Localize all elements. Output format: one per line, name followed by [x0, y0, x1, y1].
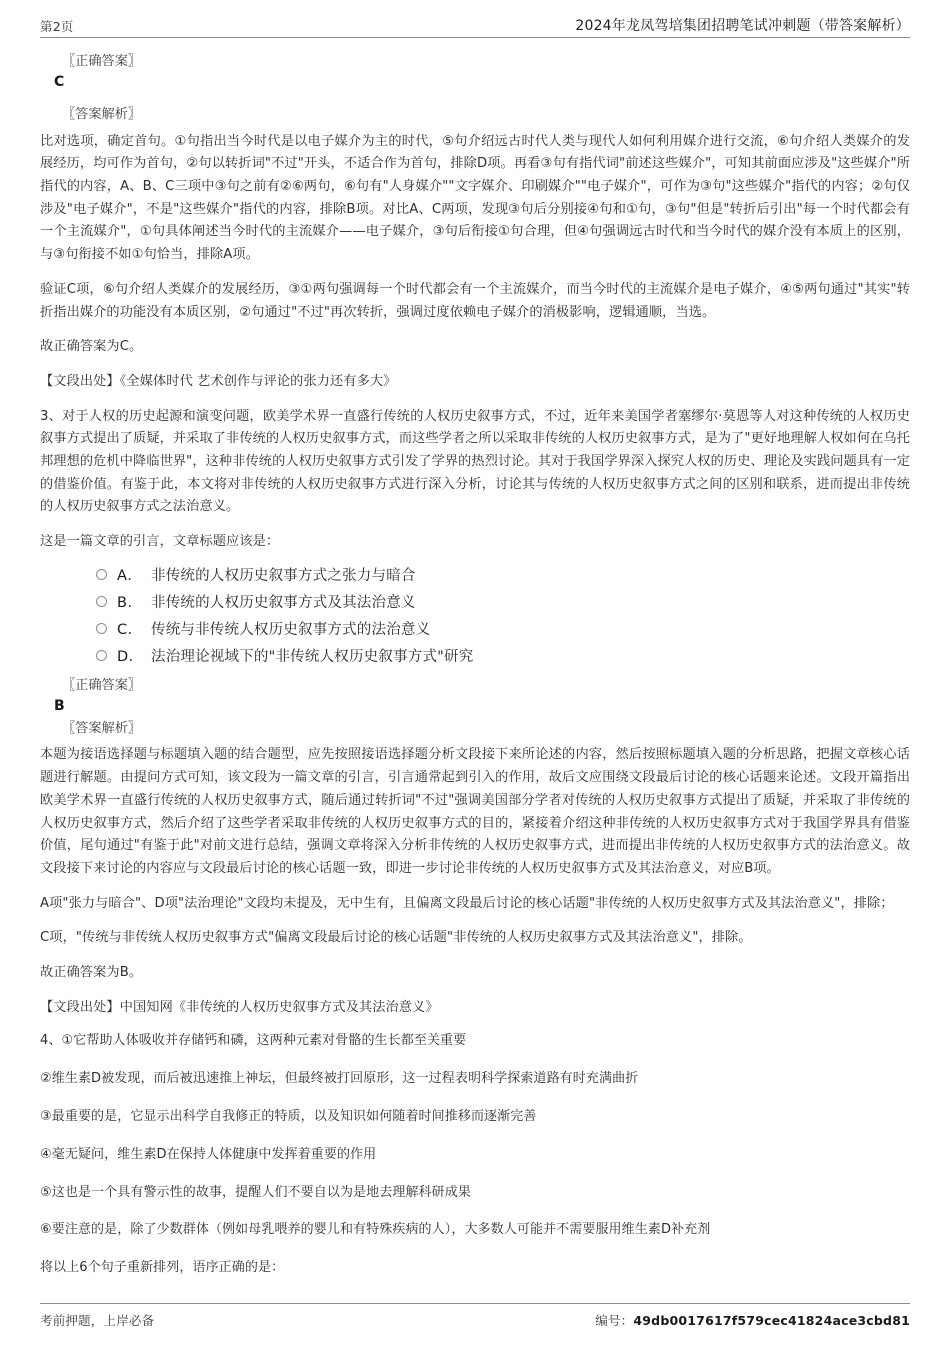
q4-prompt: 将以上6个句子重新排列，语序正确的是：: [40, 1260, 285, 1276]
q4-number: 4、: [40, 1033, 62, 1049]
document-content: [40, 38, 910, 1279]
q2-conclusion: 故正确答案为C。: [40, 339, 143, 355]
q3-prompt: 这是一篇文章的引言，文章标题应该是：: [40, 534, 280, 550]
option-row-d[interactable]: [96, 645, 910, 666]
q2-source: [40, 371, 910, 394]
q3-source: [40, 997, 910, 1020]
radio-icon-d[interactable]: [96, 650, 107, 661]
radio-icon-c[interactable]: [96, 623, 107, 634]
q3-number: 3、: [40, 408, 62, 424]
option-row-a[interactable]: [96, 564, 910, 585]
option-text-d: 法治理论视域下的"非传统人权历史叙事方式"研究: [151, 648, 474, 665]
q3-analysis-paragraph-2: A项"张力与暗合"、D项"法治理论"文段均未提及，无中生有，且偏离文段最后讨论的核心话题"非传统的人权历史叙事方式及其法治意义"，排除；: [40, 895, 894, 911]
document-title: 2024年龙凤驾培集团招聘笔试冲刺题（带答案解析）: [575, 18, 910, 34]
q2-analysis-paragraph-2: 验证C项，⑥句介绍人类媒介的发展经历，③①两句强调每一个时代都会有一个主流媒介，而当今时代的主流媒介是电子媒介，④⑤两句通过"其实"转折指出媒介的功能没有本质区别，②句通过"不过"再次转折，强调过度依赖电子媒介的消极影响，逻辑通顺，当选。: [40, 281, 910, 320]
page-number: 第2页: [40, 18, 74, 34]
q3-stem: [40, 406, 910, 520]
option-letter-c: C．: [117, 621, 143, 638]
q4-item-1: [40, 1031, 910, 1052]
q3-conclusion: 故正确答案为B。: [40, 965, 143, 981]
radio-icon-a[interactable]: [96, 569, 107, 580]
q4-item-2: ②维生素D被发现，而后被迅速推上神坛，但最终被打回原形，这一过程表明科学探索道路有时充满曲折: [40, 1071, 639, 1087]
footer-code-label: 编号：: [595, 1313, 634, 1328]
q3-analysis-label: 〖答案解析〗: [62, 720, 142, 736]
q2-analysis-paragraph-1: 比对选项，确定首句。①句指出当今时代是以电子媒介为主的时代，⑤句介绍远古时代人类与现代人如何利用媒介进行交流，⑥句介绍人类媒介的发展经历，均可作为首句，②句以转折词"不过"开头，不适合作为首句，排除D项。再看③句有指代词"前述这些媒介"，可知其前面应涉及"这些媒介"所指代的内容，A、B、C三项中③句之前有②⑥两句，⑥句有"人身媒介""文字媒介、印刷媒介""电子媒介"，可作为③句"这些媒介"指代的内容；②句仅涉及"电子媒介"，不是"这些媒介"指代的内容，排除B项。对比A、C两项，发现③句后分别接④句和①句，③句"但是"转折后引出"每一个时代都会有一个主流媒介"，①句具体阐述当今时代的主流媒介——电子媒介，③句后衔接①句合理，但④句强调远古时代和当今时代的媒介没有本质上的区别，与③句衔接不如①句恰当，排除A项。: [40, 133, 910, 263]
q2-correct-answer-label: 〖正确答案〗: [62, 54, 142, 69]
q4-item-1-text: ①它帮助人体吸收并存储钙和磷，这两种元素对骨骼的生长都至关重要: [61, 1033, 467, 1049]
q3-correct-answer-label: 〖正确答案〗: [62, 677, 142, 693]
option-text-c: 传统与非传统人权历史叙事方式的法治意义: [151, 621, 431, 638]
option-text-b: 非传统的人权历史叙事方式及其法治意义: [151, 594, 416, 611]
q3-source-label: 【文段出处】: [40, 999, 120, 1015]
q3-analysis-paragraph-3: C项，"传统与非传统人权历史叙事方式"偏离文段最后讨论的核心话题"非传统的人权历史叙事方式及其法治意义"，排除。: [40, 930, 752, 946]
page-footer: [40, 1303, 910, 1329]
option-letter-d: D．: [117, 648, 144, 665]
footer-slogan: 考前押题，上岸必备: [40, 1313, 155, 1328]
option-row-c[interactable]: [96, 618, 910, 639]
footer-code-value: 49db0017617f579cec41824ace3cbd81: [633, 1313, 910, 1328]
q2-correct-answer-value: C: [54, 73, 65, 90]
q2-source-text: 《全媒体时代 艺术创作与评论的张力还有多大》: [119, 373, 397, 389]
q2-analysis-label: 〖答案解析〗: [62, 106, 142, 122]
page-header: [40, 0, 910, 38]
q4-item-3: ③最重要的是，它显示出科学自我修正的特质，以及知识如何随着时间推移而逐渐完善: [40, 1109, 537, 1125]
option-row-b[interactable]: [96, 591, 910, 612]
q4-item-5: ⑤这也是一个具有警示性的故事，提醒人们不要自以为是地去理解科研成果: [40, 1184, 471, 1200]
q3-correct-answer-value: B: [54, 697, 65, 714]
q3-stem-text: 对于人权的历史起源和演变问题，欧美学术界一直盛行传统的人权历史叙事方式，不过，近年来美国学者塞缪尔·莫恩等人对这种传统的人权历史叙事方式提出了质疑，并采取了非传统的人权历史叙事方式，而这些学者之所以采取非传统的人权历史叙事方式，是为了"更好地理解人权如何在乌托邦理想的危机中降临世界"，这种非传统的人权历史叙事方式引发了学界的热烈讨论。其对于我国学界深入探究人权的历史、理论及实践问题具有一定的借鉴价值。有鉴于此，本文将对非传统的人权历史叙事方式进行深入分析，讨论其与传统的人权历史叙事方式之间的区别和联系，进而提出非传统的人权历史叙事方式之法治意义。: [40, 408, 911, 515]
option-text-a: 非传统的人权历史叙事方式之张力与暗合: [151, 567, 416, 584]
option-letter-b: B．: [117, 594, 143, 611]
q2-source-label: 【文段出处】: [40, 373, 120, 389]
footer-code: [595, 1311, 910, 1329]
q4-item-4: ④毫无疑问，维生素D在保持人体健康中发挥着重要的作用: [40, 1146, 377, 1162]
q3-options: [40, 564, 910, 666]
q3-analysis-paragraph-1: 本题为接语选择题与标题填入题的结合题型，应先按照接语选择题分析文段接下来所论述的内容，然后按照标题填入题的分析思路，把握文章核心话题进行解题。由提问方式可知，该文段为一篇文章的引言，引言通常起到引入的作用，故后文应围绕文段最后讨论的核心话题来论述。文段开篇指出欧美学术界一直盛行传统的人权历史叙事方式，随后通过转折词"不过"强调美国部分学者对传统的人权历史叙事方式提出了质疑，并采取了非传统的人权历史叙事方式，然后介绍了这些学者采取非传统的人权历史叙事方式的目的，紧接着介绍这种非传统的人权历史叙事方式对于我国学界具有借鉴价值，尾句通过"有鉴于此"对前文进行总结，强调文章将深入分析非传统的人权历史叙事方式，进而提出非传统的人权历史叙事方式的法治意义。故文段接下来讨论的内容应与文段最后讨论的核心话题一致，即进一步讨论非传统的人权历史叙事方式及其法治意义，对应B项。: [40, 747, 910, 876]
q3-source-text: 中国知网《非传统的人权历史叙事方式及其法治意义》: [119, 999, 439, 1015]
option-letter-a: A．: [117, 567, 143, 584]
radio-icon-b[interactable]: [96, 596, 107, 607]
q4-item-6: ⑥要注意的是，除了少数群体（例如母乳喂养的婴儿和有特殊疾病的人），大多数人可能并不需要服用维生素D补充剂: [40, 1222, 711, 1238]
